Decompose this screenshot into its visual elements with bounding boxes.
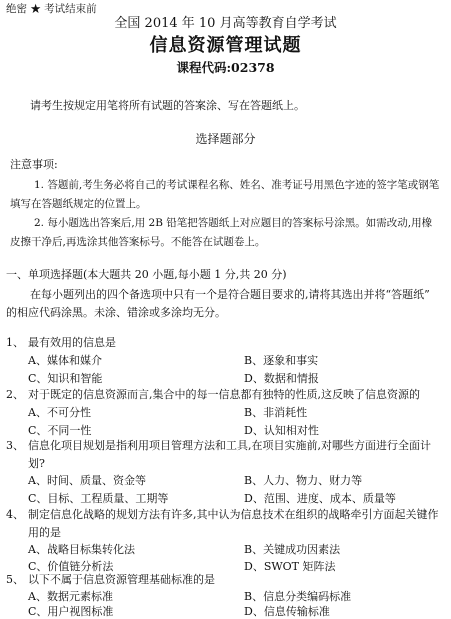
answer-instruction: 请考生按规定用笔将所有试题的答案涂、写在答题纸上。 (30, 99, 305, 112)
part1-desc-line-2: 的相应代码涂黑。未涂、错涂或多涂均无分。 (6, 306, 226, 319)
question-stem: 最有效用的信息是 (28, 336, 116, 349)
question-stem-continued: 用的是 (28, 526, 61, 539)
option-a: A、战略目标集转化法 (28, 543, 135, 556)
exam-line: 全国 2014 年 10 月高等教育自学考试 (114, 16, 337, 31)
option-d: D、认知相对性 (244, 424, 319, 437)
notes-heading: 注意事项: (10, 158, 58, 171)
option-a: A、不可分性 (28, 406, 91, 419)
question-stem: 对于既定的信息资源而言,集合中的每一信息都有独特的性质,这反映了信息资源的 (28, 388, 420, 401)
note-1-line-1: 1. 答题前,考生务必将自己的考试课程名称、姓名、准考证号用黑色字迹的签字笔或钢笔 (34, 179, 440, 191)
option-b: B、人力、物力、财力等 (244, 474, 363, 487)
question-number: 4、 (6, 508, 24, 521)
option-b: B、逐象和事实 (244, 354, 319, 367)
option-c: C、不同一性 (28, 424, 92, 437)
option-a: A、媒体和媒介 (28, 354, 102, 367)
option-a: A、时间、质量、资金等 (28, 474, 146, 487)
note-2-line-1: 2. 每小题选出答案后,用 2B 铅笔把答题纸上对应题目的答案标号涂黑。如需改动,用橡 (34, 217, 433, 229)
option-b: B、非消耗性 (244, 406, 308, 419)
option-a: A、数据元素标准 (28, 590, 113, 603)
section-title: 选择题部分 (195, 132, 256, 146)
question-number: 1、 (6, 336, 24, 349)
option-d: D、范围、进度、成本、质量等 (244, 492, 396, 505)
part1-heading: 一、单项选择题(本大题共 20 小题,每小题 1 分,共 20 分) (6, 268, 287, 281)
question-stem: 制定信息化战略的规划方法有许多,其中认为信息技术在组织的战略牵引方面起关键作 (28, 508, 439, 521)
option-b: B、关键成功因素法 (244, 543, 341, 556)
option-c: C、价值链分析法 (28, 560, 114, 573)
paper-title: 信息资源管理试题 (149, 35, 302, 56)
course-code: 课程代码:02378 (176, 60, 275, 75)
option-c: C、用户视图标准 (28, 605, 114, 618)
question-stem: 以下不属于信息资源管理基础标准的是 (28, 573, 215, 586)
option-d: D、信息传输标准 (244, 605, 330, 618)
question-stem-continued: 划? (28, 457, 45, 470)
option-b: B、信息分类编码标准 (244, 590, 352, 603)
note-2-line-2: 皮擦干净后,再选涂其他答案标号。不能答在试题卷上。 (10, 236, 266, 248)
question-number: 5、 (6, 573, 24, 586)
question-stem: 信息化项目规划是指利用项目管理方法和工具,在项目实施前,对哪些方面进行全面计 (28, 439, 431, 452)
option-d: D、数据和情报 (244, 372, 319, 385)
note-1-line-2: 填写在答题纸规定的位置上。 (10, 198, 147, 210)
option-c: C、知识和智能 (28, 372, 103, 385)
secret-mark: 绝密 ★ 考试结束前 (6, 3, 97, 15)
question-number: 3、 (6, 439, 24, 452)
part1-desc-line-1: 在每小题列出的四个备选项中只有一个是符合题目要求的,请将其选出并将“答题纸” (30, 288, 430, 301)
option-c: C、目标、工程质量、工期等 (28, 492, 169, 505)
question-number: 2、 (6, 388, 24, 401)
option-d: D、SWOT 矩阵法 (244, 560, 336, 573)
